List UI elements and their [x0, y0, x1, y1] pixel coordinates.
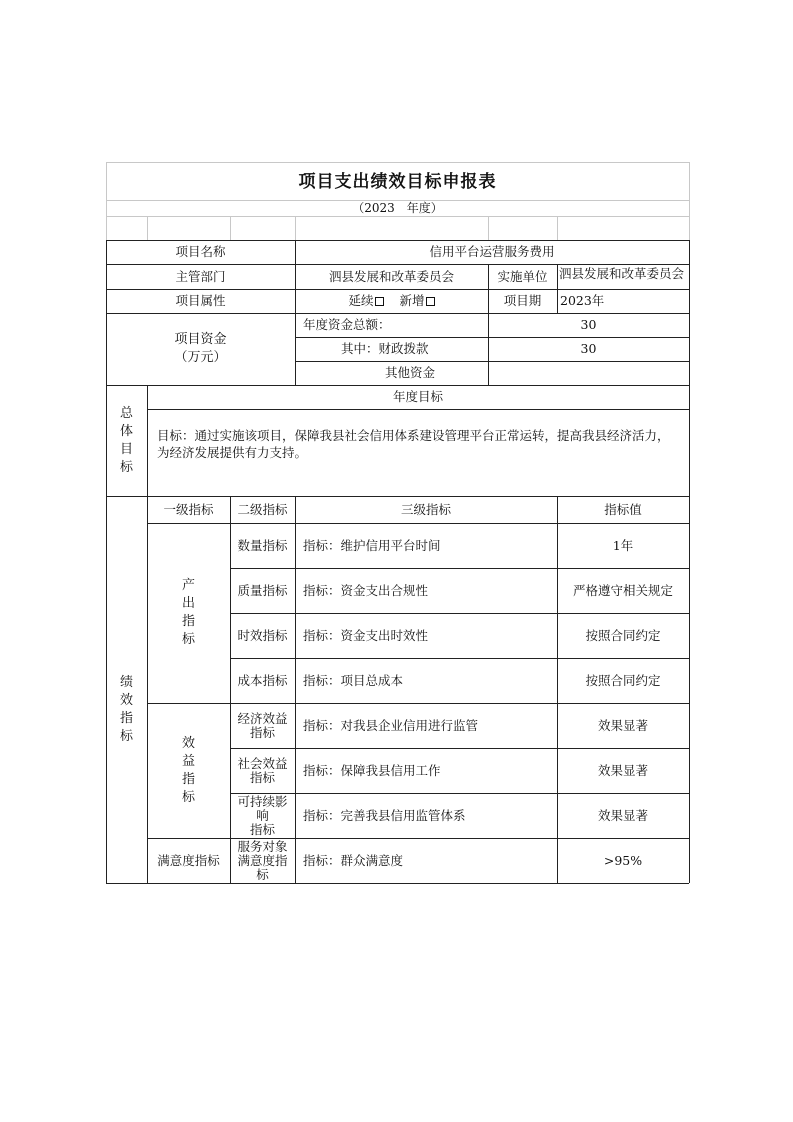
indicator-level2-line: 响	[256, 807, 269, 823]
option-new-checkbox[interactable]	[426, 297, 435, 306]
indicator-level2	[230, 658, 295, 703]
indicator-value: 效果显著	[597, 807, 648, 823]
group-char: 指	[181, 614, 195, 629]
group-char: 出	[181, 596, 195, 611]
output-indicator-group	[147, 523, 230, 703]
department-label: 主管部门	[175, 268, 226, 284]
funds-other-value	[488, 361, 689, 385]
indicator-level2-line: 成本指标	[237, 672, 288, 688]
side-char: 指	[119, 710, 133, 726]
indicator-level2	[230, 748, 295, 793]
indicator-value: 效果显著	[597, 762, 648, 778]
header-level3: 三级指标	[400, 501, 451, 517]
indicator-level2	[230, 703, 295, 748]
funds-total-label: 年度资金总额：	[303, 317, 391, 332]
funds-other-label: 其他资金	[385, 365, 436, 380]
group-char: 效	[181, 735, 195, 751]
department-value: 泗县发展和改革委员会	[328, 268, 454, 284]
indicator-level3: 指标：保障我县信用工作	[303, 762, 441, 778]
project-name-label: 项目名称	[175, 244, 226, 259]
indicator-level2-line: 可持续影	[237, 793, 288, 809]
annual-target-header: 年度目标	[392, 389, 443, 404]
indicator-level3: 指标：维护信用平台时间	[303, 537, 441, 553]
form-title: 项目支出绩效目标申报表	[298, 172, 497, 192]
indicator-level3: 指标：对我县企业信用进行监管	[303, 717, 479, 733]
side-char: 效	[119, 692, 133, 708]
indicator-level2-line: 服务对象	[237, 838, 288, 854]
side-char: 总	[119, 405, 133, 421]
indicator-level2-line: 经济效益	[237, 710, 288, 726]
indicator-value: >95%	[603, 852, 643, 868]
indicator-level2-line: 指标	[249, 821, 275, 837]
period-label: 项目期	[503, 293, 542, 308]
funds-label	[106, 313, 295, 385]
option-continue-label: 延续	[348, 293, 374, 308]
indicator-level2	[230, 523, 295, 568]
grid-line	[106, 216, 689, 217]
attribute-options	[295, 289, 488, 313]
indicator-value: 按照合同约定	[585, 627, 661, 643]
benefit-indicator-group	[147, 703, 230, 838]
table-border	[106, 883, 689, 884]
side-char: 绩	[119, 674, 133, 690]
side-char: 标	[119, 459, 133, 475]
attribute-label: 项目属性	[175, 293, 226, 308]
grid-line	[147, 216, 148, 240]
annual-target-text: 目标：通过实施该项目，保障我县社会信用体系建设管理平台正常运转，提高我县经济活力，为经济发展提供有力支持。	[157, 428, 670, 460]
funds-total-value: 30	[580, 317, 597, 332]
indicator-value: 效果显著	[597, 717, 648, 733]
indicator-level2	[230, 613, 295, 658]
impl-unit-value: 泗县发展和改革委员会	[559, 266, 685, 281]
group-char: 标	[181, 789, 195, 805]
group-char: 产	[181, 578, 195, 593]
form-year: （2023 年度）	[352, 201, 443, 215]
header-level1: 一级指标	[163, 501, 214, 517]
impl-unit-label: 实施单位	[497, 268, 548, 284]
option-continue-checkbox[interactable]	[375, 297, 384, 306]
indicator-level3: 指标：群众满意度	[303, 852, 404, 868]
indicator-level2	[230, 838, 295, 883]
side-char: 目	[119, 441, 133, 457]
header-level2: 二级指标	[237, 501, 288, 517]
performance-side-label	[106, 496, 147, 883]
indicator-level2-line: 质量指标	[237, 582, 288, 598]
indicator-level2	[230, 568, 295, 613]
indicator-level2-line: 标	[256, 866, 269, 882]
indicator-level3: 指标：完善我县信用监管体系	[303, 807, 466, 823]
indicator-level2	[230, 793, 295, 838]
period-value: 2023年	[560, 293, 605, 308]
funds-fiscal-label: 其中：财政拨款	[341, 341, 429, 356]
indicator-level2-line: 时效指标	[237, 627, 288, 643]
indicator-level2-line: 社会效益	[237, 755, 288, 771]
indicator-level2-line: 数量指标	[237, 537, 288, 553]
indicator-value: 严格遵守相关规定	[572, 582, 673, 598]
side-char: 标	[119, 728, 133, 744]
option-new-label: 新增	[399, 293, 425, 308]
grid-line	[557, 216, 558, 240]
overall-target-side-label	[106, 385, 147, 496]
indicator-value: 按照合同约定	[585, 672, 661, 688]
grid-line	[106, 162, 689, 163]
funds-unit-text: （万元）	[174, 350, 227, 365]
header-value: 指标值	[604, 501, 642, 517]
indicator-level3: 指标：资金支出合规性	[303, 582, 429, 598]
grid-line	[488, 216, 489, 240]
indicator-level3: 指标：资金支出时效性	[303, 627, 429, 643]
indicator-level3: 指标：项目总成本	[303, 672, 404, 688]
group-char: 益	[181, 753, 195, 769]
grid-line	[230, 216, 231, 240]
table-border	[147, 409, 689, 410]
indicator-level2-line: 指标	[249, 724, 275, 740]
table-border	[689, 240, 690, 883]
satisfaction-indicator-group: 满意度指标	[157, 852, 220, 868]
project-name-value: 信用平台运营服务费用	[429, 244, 555, 259]
group-char: 指	[181, 771, 195, 787]
group-char: 标	[181, 632, 195, 647]
indicator-level2-line: 指标	[249, 769, 275, 785]
grid-line	[689, 162, 690, 240]
funds-label-text: 项目资金	[174, 332, 227, 347]
side-char: 体	[119, 423, 133, 439]
grid-line	[295, 216, 296, 240]
funds-fiscal-value: 30	[580, 341, 597, 356]
indicator-level2-line: 满意度指	[237, 852, 288, 868]
indicator-value: 1年	[612, 537, 634, 553]
